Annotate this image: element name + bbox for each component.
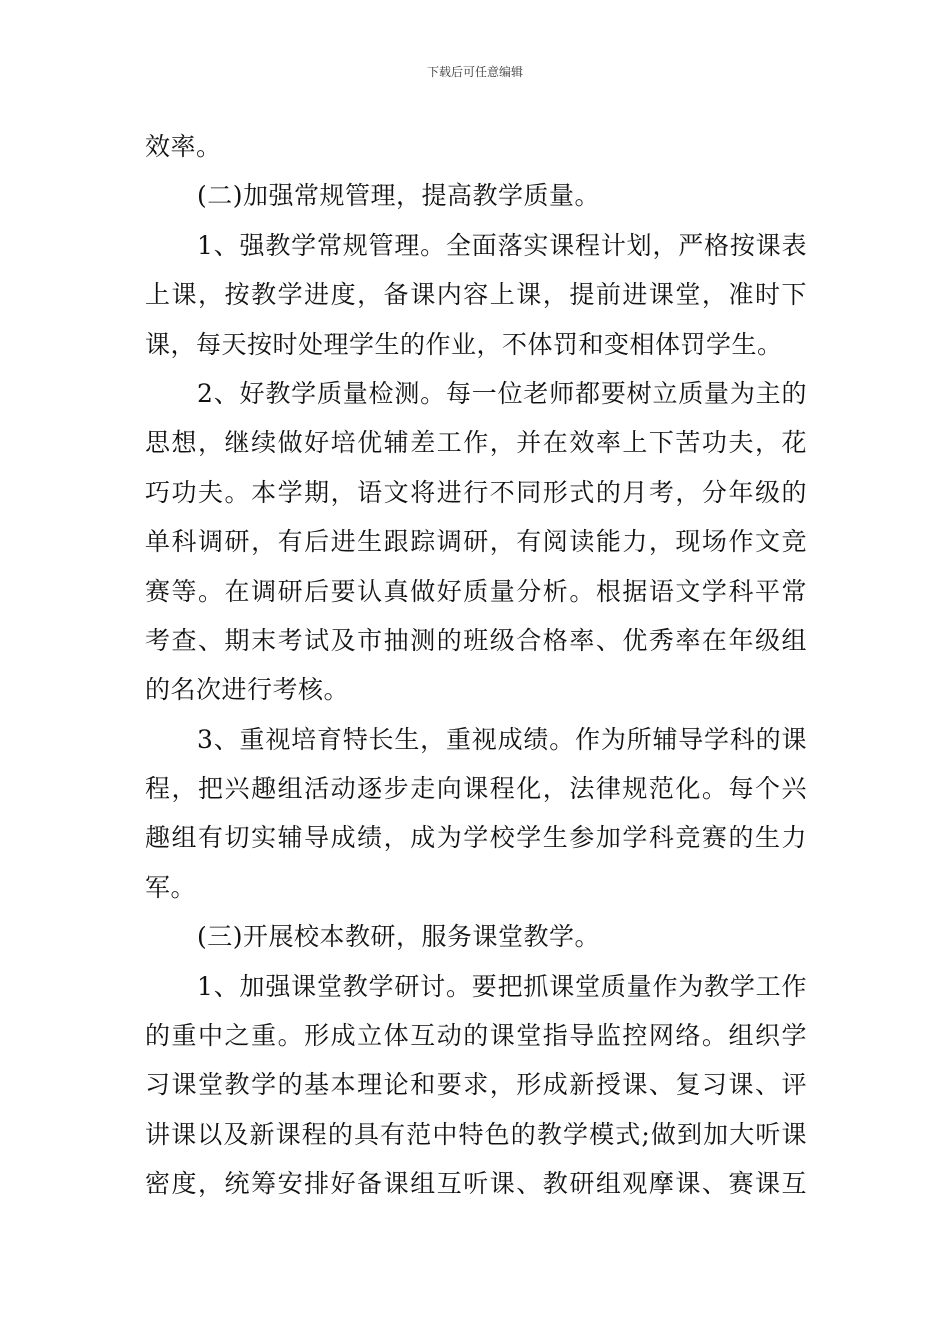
text-line: 习课堂教学的基本理论和要求，形成新授课、复习课、评 bbox=[145, 1070, 807, 1100]
text-line: (三)开展校本教研，服务课堂教学。 bbox=[197, 922, 601, 952]
text-line: 巧功夫。本学期，语文将进行不同形式的月考，分年级的 bbox=[145, 477, 807, 507]
text-line: 军。 bbox=[145, 872, 197, 902]
text-line: 1、强教学常规管理。全面落实课程计划，严格按课表 bbox=[197, 230, 807, 260]
text-line: 效率。 bbox=[145, 132, 222, 161]
text-line: 密度，统筹安排好备课组互听课、教研组观摩课、赛课互 bbox=[145, 1169, 807, 1199]
text-line: 程，把兴趣组活动逐步走向课程化，法律规范化。每个兴 bbox=[145, 774, 807, 804]
text-line: 思想，继续做好培优辅差工作，并在效率上下苦功夫，花 bbox=[145, 428, 807, 458]
page-header: 下载后可任意编辑 bbox=[426, 65, 523, 79]
text-line: 讲课以及新课程的具有范中特色的教学模式;做到加大听课 bbox=[145, 1119, 807, 1149]
text-line: 赛等。在调研后要认真做好质量分析。根据语文学科平常 bbox=[145, 576, 807, 606]
text-line: 课，每天按时处理学生的作业，不体罚和变相体罚学生。 bbox=[145, 329, 783, 359]
text-line: 1、加强课堂教学研讨。要把抓课堂质量作为教学工作 bbox=[197, 971, 807, 1001]
text-line: 的名次进行考核。 bbox=[145, 675, 350, 705]
text-line: 的重中之重。形成立体互动的课堂指导监控网络。组织学 bbox=[145, 1021, 807, 1051]
text-line: 上课，按教学进度，备课内容上课，提前进课堂，准时下 bbox=[145, 280, 807, 310]
text-line: 2、好教学质量检测。每一位老师都要树立质量为主的 bbox=[197, 378, 807, 408]
text-line: 3、重视培育特长生，重视成绩。作为所辅导学科的课 bbox=[197, 724, 807, 754]
text-line: (二)加强常规管理，提高教学质量。 bbox=[197, 181, 601, 211]
text-line: 趣组有切实辅导成绩，成为学校学生参加学科竞赛的生力 bbox=[145, 823, 807, 853]
text-line: 单科调研，有后进生跟踪调研，有阅读能力，现场作文竞 bbox=[145, 527, 807, 557]
document-body bbox=[145, 122, 807, 1209]
text-line: 考查、期末考试及市抽测的班级合格率、优秀率在年级组 bbox=[145, 625, 807, 655]
